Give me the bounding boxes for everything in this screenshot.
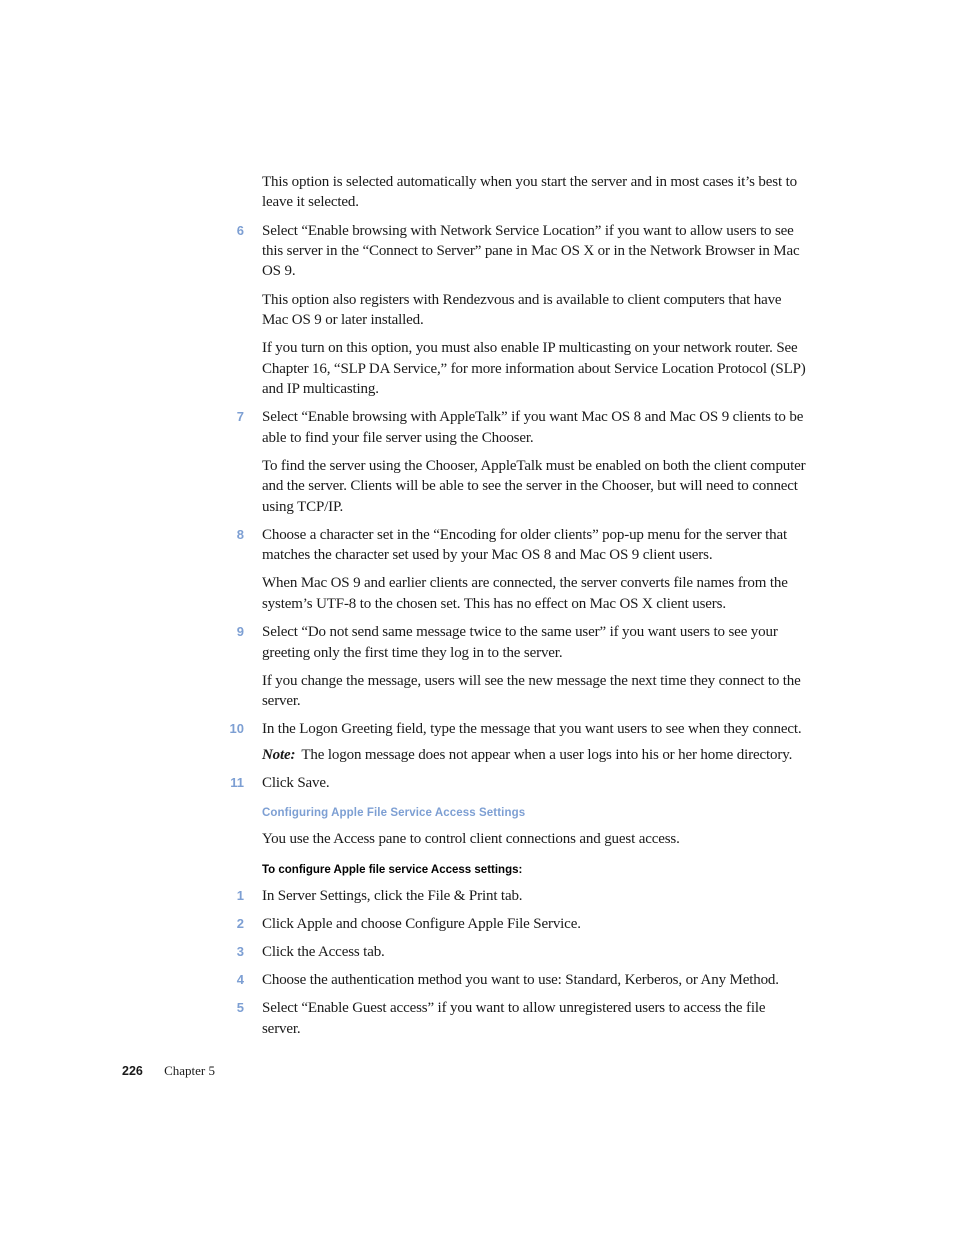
- step-6: [236, 221, 807, 282]
- access-step-3: [236, 942, 807, 962]
- step-text: Click Save.: [262, 774, 330, 791]
- paragraph: When Mac OS 9 and earlier clients are connected, the server converts file names from the system’s UTF-8 to the chosen set. This has no effect on Mac OS X client users.: [262, 575, 788, 612]
- step-text: Select “Enable browsing with AppleTalk” if you want Mac OS 8 and Mac OS 9 clients to be able to find your file server using the Chooser.: [262, 409, 804, 446]
- access-step-2: [236, 914, 807, 934]
- chapter-label: Chapter 5: [164, 1063, 216, 1078]
- step-text: Choose a character set in the “Encoding for older clients” pop-up menu for the server that matches the character set used by your Mac OS 8 and Mac OS 9 client users.: [262, 526, 788, 564]
- step-number: 2: [236, 915, 244, 931]
- note-text: The logon message does not appear when a user logs into his or her home directory.: [301, 746, 793, 763]
- step-number: 8: [236, 526, 244, 542]
- access-step-1: [236, 886, 807, 906]
- step-number: 1: [236, 887, 244, 903]
- step-number: 11: [230, 774, 244, 790]
- page-footer: [122, 1063, 215, 1079]
- step-number: 5: [236, 1000, 244, 1016]
- paragraph: This option is selected automatically when you start the server and in most cases it’s best to leave it selected.: [262, 174, 797, 211]
- step-10: [229, 719, 807, 739]
- step-number: 9: [236, 624, 244, 640]
- paragraph: This option also registers with Rendezvous and is available to client computers that have Mac OS 9 or later installed.: [262, 291, 782, 329]
- paragraph: If you turn on this option, you must also enable IP multicasting on your network router. See Chapter 16, “SLP DA Service,” for more information about Service Location Protocol (SLP) and IP multicasting.: [262, 340, 806, 398]
- step-text: Click Apple and choose Configure Apple File Service.: [262, 915, 581, 932]
- step-text: Select “Do not send same message twice to the same user” if you want users to see your greeting only the first time they log in to the server.: [262, 624, 778, 661]
- step-text: Select “Enable Guest access” if you want to allow unregistered users to access the file server.: [262, 1000, 766, 1037]
- access-step-5: [236, 998, 807, 1039]
- step-text: In Server Settings, click the File & Print tab.: [262, 887, 523, 904]
- step-text: Select “Enable browsing with Network Service Location” if you want to allow users to see this server in the “Connect to Server” pane in Mac OS X or in the Network Browser in Mac OS 9.: [262, 222, 800, 280]
- access-step-4: [236, 970, 807, 990]
- task-heading: To configure Apple file service Access settings:: [262, 863, 523, 876]
- note-label: Note:: [262, 746, 296, 763]
- step-number: 6: [236, 222, 244, 238]
- paragraph: To find the server using the Chooser, AppleTalk must be enabled on both the client computer and the server. Clients will be able to see the server in the Chooser, but will need to connect using TCP/IP.: [262, 457, 806, 515]
- step-text: Choose the authentication method you want to use: Standard, Kerberos, or Any Method.: [262, 972, 779, 989]
- step-text: Click the Access tab.: [262, 943, 385, 960]
- page-number: 226: [122, 1064, 143, 1078]
- paragraph: If you change the message, users will see the new message the next time they connect to the server.: [262, 672, 801, 710]
- step-text: In the Logon Greeting field, type the message that you want users to see when they connect.: [262, 721, 802, 738]
- step-8: [236, 525, 807, 566]
- step-number: 3: [236, 943, 244, 959]
- section-intro: You use the Access pane to control client connections and guest access.: [262, 831, 680, 848]
- section-heading: Configuring Apple File Service Access Settings: [262, 807, 526, 820]
- step-number: 10: [229, 721, 244, 737]
- body-content: [229, 172, 807, 1047]
- step-11: [230, 773, 807, 793]
- step-9: [236, 622, 807, 663]
- step-number: 4: [236, 972, 244, 988]
- step-7: [236, 407, 807, 448]
- step-number: 7: [236, 409, 244, 425]
- note: [262, 745, 807, 765]
